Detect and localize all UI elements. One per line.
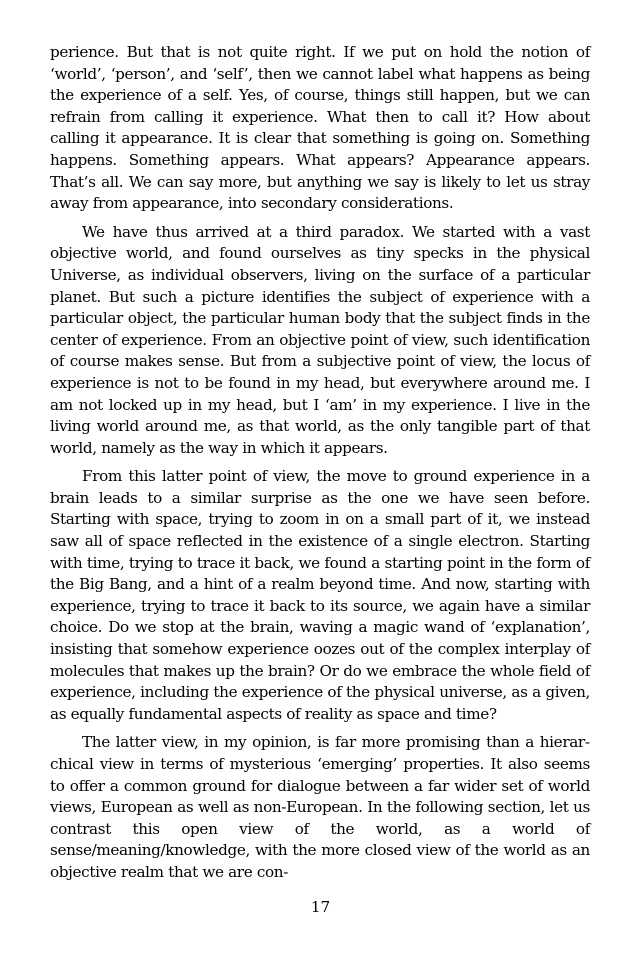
paragraph-1: perience. But that is not quite right. If we put on hold the notion of ‘world’, ‘person’, and ‘self’, then we cannot label what happens as being the experience of a self. Yes, of course, things still happen, but we can refrain from calling it experience. What then to call it? How about calling it appearance. It is clear that something is going on. Something happens. Something appears. What appears? Appearance appears. That’s all. We can say more, but anything we say is likely to let us stray away from appearance, into secondary considerations. xyxy=(50,43,590,213)
page-body xyxy=(50,42,590,884)
paragraph-2: We have thus arrived at a third paradox. We started with a vast objective world, and found ourselves as tiny specks in the physical Universe, as individual observers, living on the surface of a particular planet. But such a picture identifies the subject of experience with a particular object, the particular human body that the subject finds in the center of experience. From an objective point of view, such identification of course makes sense. But from a subjective point of view, the locus of experience is not to be found in my head, but everywhere around me. I am not locked up in my head, but I ‘am’ in my experience. I live in the living world around me, as that world, as the only tangible part of that world, namely as the way in which it appears. xyxy=(50,222,590,457)
page-number: 17 xyxy=(310,898,331,916)
paragraph-4: The latter view, in my opinion, is far more promising than a hierarchical view in terms of mysterious ‘emerging’ properties. It also seems to offer a common ground for dialogue between a far wider set of world views, European as well as non-European. In the following section, let us contrast this open view of the world, as a world of sense/meaning/knowledge, with the more closed view of the world as an objective realm that we are con- xyxy=(50,733,590,881)
paragraph-3: From this latter point of view, the move to ground experience in a brain leads to a similar surprise as the one we have seen before. Starting with space, trying to zoom in on a small part of it, we instead saw all of space reflected in the existence of a single electron. Starting with time, trying to trace it back, we found a starting point in the form of the Big Bang, and a hint of a realm beyond time. And now, starting with experience, trying to trace it back to its source, we again have a similar choice. Do we stop at the brain, waving a magic wand of ‘explanation’, insisting that somehow experience oozes out of the complex interplay of molecules that makes up the brain? Or do we embrace the whole field of experience, including the experience of the physical universe, as a given, as equally fundamental aspects of reality as space and time? xyxy=(50,467,590,723)
